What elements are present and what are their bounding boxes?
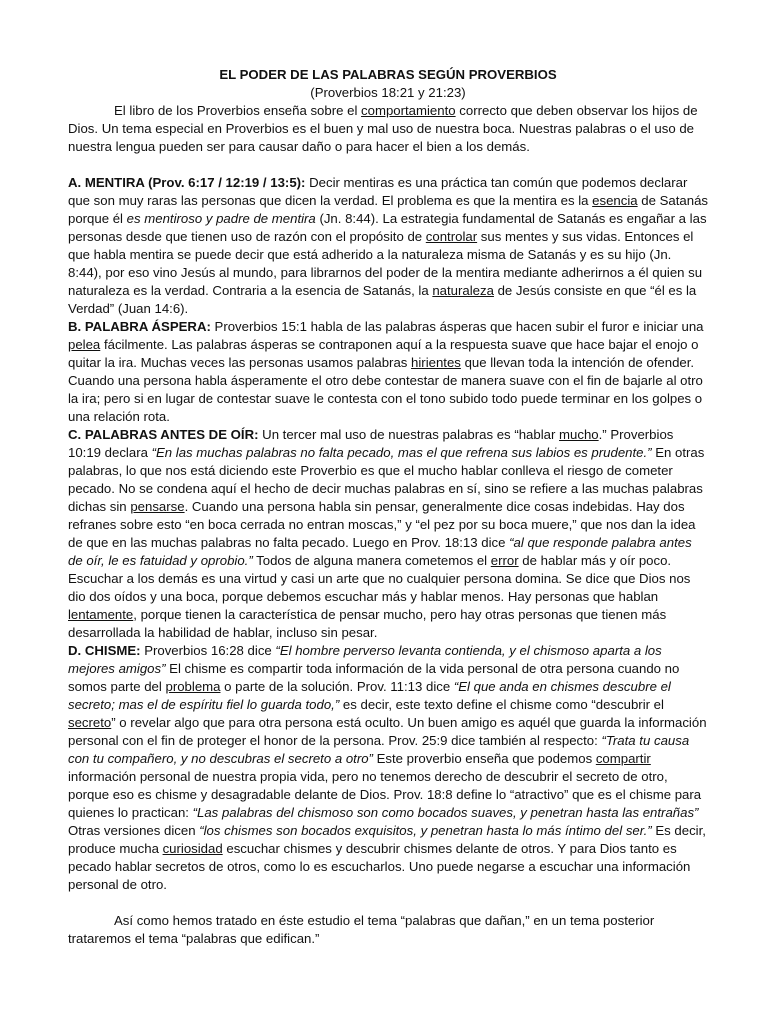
section-c-text: Todos de alguna manera cometemos el <box>252 553 491 568</box>
section-d-italic: “los chismes son bocados exquisitos, y penetran hasta lo más íntimo del ser.” <box>199 823 652 838</box>
section-c-text: Un tercer mal uso de nuestras palabras es “hablar <box>258 427 560 442</box>
section-d-paragraph <box>68 642 708 894</box>
section-b-text: Proverbios 15:1 habla de las palabras ásperas que hacen subir el furor e iniciar una <box>210 319 704 334</box>
section-a-underline: esencia <box>592 193 638 208</box>
section-d-underline: curiosidad <box>162 841 223 856</box>
section-c-text: .” Proverbios 10:19 declara <box>68 427 674 460</box>
document-subtitle: (Proverbios 18:21 y 21:23) <box>310 85 466 100</box>
section-d-underline: compartir <box>595 751 651 766</box>
section-b-underline: hirientes <box>411 355 461 370</box>
section-a-underline: controlar <box>425 229 478 244</box>
section-d-text: escuchar chismes y descubrir chismes delante de otros. Y para Dios tanto es pecado hablar secretos de otros, como lo es escucharlos. Uno puede negarse a escuchar una información personal de otro. <box>68 841 691 892</box>
section-c-underline: mucho <box>559 427 599 442</box>
section-d-text: ” o revelar algo que para otra persona está oculto. Un buen amigo es aquél que guarda la información personal con el fin de proteger el honor de la persona. Prov. 25:9 dice también al respecto: <box>68 715 707 748</box>
section-c-text: En otras palabras, lo que nos está diciendo este Proverbio es que el mucho hablar conlleva el riesgo de cometer pecado. No se condena aquí el hecho de decir muchas palabras en sí, sino se refiere a las muchas palabras dichas sin <box>68 445 705 514</box>
section-d-text: El chisme es compartir toda información de la vida personal de otra persona cuando no somos parte del <box>68 661 680 694</box>
section-d-text: o parte de la solución. Prov. 11:13 dice <box>220 679 454 694</box>
section-a-paragraph <box>68 174 708 318</box>
paragraph-gap <box>68 894 708 912</box>
section-d-italic: “El hombre perverso levanta contienda, y el chismoso aparta a los mejores amigos” <box>68 643 662 676</box>
section-a-text: de Jesús consiste en que “él es la Verdad” (Juan 14:6). <box>68 283 697 316</box>
section-c-heading: C. PALABRAS ANTES DE OÍR: <box>68 427 259 442</box>
section-c-text: , porque tienen la característica de pensar mucho, pero hay otras personas que tienen más desarrollada la habilidad de hablar, incluso sin pesar. <box>68 607 667 640</box>
document-title: EL PODER DE LAS PALABRAS SEGÚN PROVERBIOS <box>219 67 557 82</box>
section-c-text: de hablar más y oír poco. Escuchar a los demás es una virtud y casi un arte que no cualquier persona domina. Se dice que Dios nos dio dos oídos y una boca, porque debemos escuchar más y hablar menos. Hay personas que hablan <box>68 553 691 604</box>
section-d-text: Es decir, produce mucha <box>68 823 706 856</box>
section-d-italic: “Trata tu causa con tu compañero, y no descubras el secreto a otro” <box>68 733 690 766</box>
section-c-underline: error <box>490 553 519 568</box>
section-d-text: información personal de nuestra propia vida, pero no tenemos derecho de descubrir el secreto de otro, porque eso es chisme y desagradable delante de Dios. Prov. 18:8 define lo “atractivo” que es el chisme para quienes lo practican: <box>68 769 702 820</box>
section-a-text: sus mentes y sus vidas. Entonces el que habla mentira se puede decir que está adherido a la naturaleza misma de Satanás y es su hijo (Jn. 8:44), por eso vino Jesús al mundo, para librarnos del poder de la mentira mediante adherirnos a él quien su naturaleza es la verdad. Contraria a la esencia de Satanás, la <box>68 229 703 298</box>
intro-underline: comportamiento <box>361 103 456 118</box>
section-d-heading: D. CHISME: <box>68 643 141 658</box>
section-d-text: es decir, este texto define el chisme como “descubrir el <box>339 697 664 712</box>
section-b-paragraph <box>68 318 708 426</box>
section-a-text: (Jn. 8:44). La estrategia fundamental de Satanás es engañar a las personas desde que tienen uso de razón con el propósito de <box>68 211 707 244</box>
section-d-underline: problema <box>165 679 221 694</box>
intro-text-1: El libro de los Proverbios enseña sobre el <box>114 103 362 118</box>
section-b-underline: pelea <box>68 337 101 352</box>
closing-paragraph: Así como hemos tratado en éste estudio el tema “palabras que dañan,” en un tema posterior trataremos el tema “palabras que edifican.” <box>68 913 655 946</box>
intro-paragraph <box>68 102 708 156</box>
intro-text-2: correcto que deben observar los hijos de Dios. Un tema especial en Proverbios es el buen y mal uso de nuestra boca. Nuestras palabras o el uso de nuestra lengua pueden ser para causar daño o para hacer el bien a los demás. <box>68 103 698 154</box>
section-b-heading: B. PALABRA ÁSPERA: <box>68 319 211 334</box>
section-d-italic: “El que anda en chismes descubre el secreto; mas el de espíritu fiel lo guarda todo,” <box>68 679 671 712</box>
section-d-italic: “Las palabras del chismoso son como bocados suaves, y penetran hasta las entrañas” <box>192 805 699 820</box>
paragraph-gap <box>68 156 708 174</box>
section-a-text: de Satanás porque él <box>68 193 708 226</box>
section-a-heading: A. MENTIRA (Prov. 6:17 / 12:19 / 13:5): <box>68 175 306 190</box>
section-c-italic: “al que responde palabra antes de oír, le es fatuidad y oprobio.” <box>68 535 692 568</box>
section-c-italic: “En las muchas palabras no falta pecado, mas el que refrena sus labios es prudente.” <box>151 445 652 460</box>
section-a-underline: naturaleza <box>432 283 494 298</box>
section-d-text: Proverbios 16:28 dice <box>140 643 276 658</box>
section-b-text: que llevan toda la intención de ofender. Cuando una persona habla ásperamente el otro debe contestar de manera suave con el fin de bajarle al otro la ira; pero si en lugar de contestar suave le contesta con el tono subido todo puede terminar en los golpes o una relación rota. <box>68 355 703 424</box>
section-c-underline: lentamente <box>68 607 134 622</box>
section-d-text: Este proverbio enseña que podemos <box>372 751 596 766</box>
section-c-underline: pensarse <box>130 499 185 514</box>
section-c-paragraph <box>68 426 708 642</box>
section-b-text: fácilmente. Las palabras ásperas se contraponen aquí a la respuesta suave que hace bajar el enojo o quitar la ira. Muchas veces las personas usamos palabras <box>68 337 699 370</box>
section-a-text: Decir mentiras es una práctica tan común que podemos declarar que son muy raras las personas que dicen la verdad. El problema es que la mentira es la <box>68 175 688 208</box>
section-c-text: . Cuando una persona habla sin pensar, generalmente dice cosas indebidas. Hay dos refranes sobre esto “en boca cerrada no entran moscas,” y “el pez por su boca muere,” que nos dan la idea de que en las muchas palabras no falta pecado. Luego en Prov. 18:13 dice <box>68 499 696 550</box>
section-a-italic: es mentiroso y padre de mentira <box>126 211 316 226</box>
section-d-text: Otras versiones dicen <box>68 823 200 838</box>
section-d-underline: secreto <box>68 715 112 730</box>
